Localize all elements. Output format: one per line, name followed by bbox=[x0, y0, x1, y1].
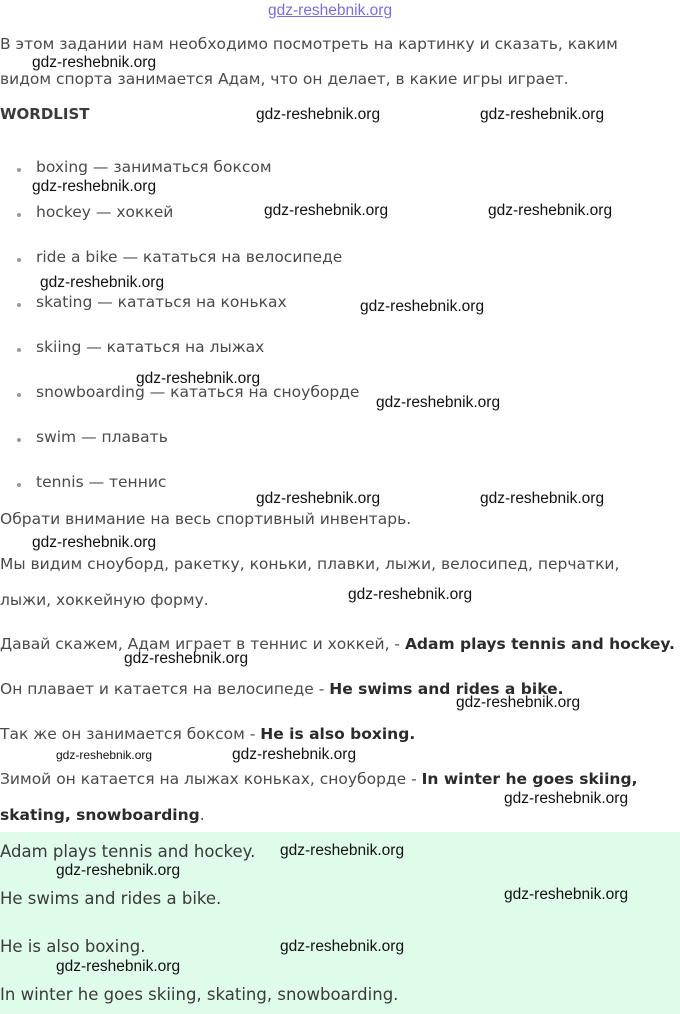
explanation-en: He swims and rides a bike bbox=[329, 680, 558, 698]
watermark: gdz-reshebnik.org bbox=[348, 586, 473, 603]
explanation-line bbox=[0, 724, 415, 744]
wordlist-item: skiing — кататься на лыжах bbox=[36, 338, 265, 356]
wordlist-item: swim — плавать bbox=[36, 428, 168, 446]
equipment-note: Обрати внимание на весь спортивный инвентарь. bbox=[0, 510, 412, 528]
wordlist-item: hockey — хоккей bbox=[36, 203, 174, 221]
watermark: gdz-reshebnik.org bbox=[264, 202, 389, 219]
watermark: gdz-reshebnik.org bbox=[504, 886, 629, 903]
answer-line: In winter he goes skiing, skating, snowboarding. bbox=[0, 985, 399, 1004]
watermark: gdz-reshebnik.org bbox=[480, 106, 605, 123]
equipment-line-1: Мы видим сноуборд, ракетку, коньки, плавки, лыжи, велосипед, перчатки, bbox=[0, 555, 620, 573]
watermark: gdz-reshebnik.org bbox=[124, 650, 249, 667]
intro-line-1: В этом задании нам необходимо посмотреть на картинку и сказать, каким bbox=[0, 35, 618, 53]
wordlist-item: ride a bike — кататься на велосипеде bbox=[36, 248, 343, 266]
explanation-ru: Он плавает и катается на велосипеде - bbox=[0, 680, 330, 698]
wordlist-title: WORDLIST bbox=[0, 105, 90, 123]
explanation-ru: Давай скажем, Адам играет в теннис и хоккей, - bbox=[0, 635, 405, 653]
answer-line: He is also boxing. bbox=[0, 937, 146, 956]
watermark: gdz-reshebnik.org bbox=[280, 938, 405, 955]
explanation-ru: Так же он занимается боксом - bbox=[0, 725, 261, 743]
explanation-tail: . bbox=[409, 725, 416, 743]
explanation-line bbox=[0, 634, 675, 654]
intro-line-2: видом спорта занимается Адам, что он делает, в какие игры играет. bbox=[0, 70, 569, 88]
explanation-en: He is also boxing bbox=[260, 725, 410, 743]
answer-line: Adam plays tennis and hockey. bbox=[0, 842, 256, 861]
watermark: gdz-reshebnik.org bbox=[40, 274, 165, 291]
watermark: gdz-reshebnik.org bbox=[56, 862, 181, 879]
explanation-tail: . bbox=[199, 806, 205, 824]
bullet-icon bbox=[17, 438, 21, 442]
wordlist-item: boxing — заниматься боксом bbox=[36, 158, 272, 176]
bullet-icon bbox=[17, 213, 21, 217]
wordlist-item: snowboarding — кататься на сноуборде bbox=[36, 383, 360, 401]
watermark: gdz-reshebnik.org bbox=[504, 790, 629, 807]
watermark: gdz-reshebnik.org bbox=[136, 370, 261, 387]
watermark: gdz-reshebnik.org bbox=[280, 842, 405, 859]
watermark: gdz-reshebnik.org bbox=[488, 202, 613, 219]
watermark: gdz-reshebnik.org bbox=[456, 694, 581, 711]
wordlist-item: skating — кататься на коньках bbox=[36, 293, 287, 311]
bullet-icon bbox=[17, 393, 21, 397]
explanation-tail: . bbox=[669, 635, 675, 653]
explanation-ru: Зимой он катается на лыжах коньках, сноуборде - bbox=[0, 770, 422, 788]
watermark: gdz-reshebnik.org bbox=[32, 534, 157, 551]
explanation-line bbox=[0, 769, 637, 789]
watermark: gdz-reshebnik.org bbox=[360, 298, 485, 315]
wordlist-item: tennis — теннис bbox=[36, 473, 167, 491]
watermark: gdz-reshebnik.org bbox=[256, 490, 381, 507]
explanation-en: In winter he goes skiing, bbox=[421, 770, 638, 788]
watermark: gdz-reshebnik.org bbox=[256, 106, 381, 123]
watermark: gdz-reshebnik.org bbox=[32, 54, 157, 71]
explanation-en: skating, snowboarding bbox=[0, 806, 200, 824]
explanation-en: Adam plays tennis and hockey bbox=[404, 635, 670, 653]
bullet-icon bbox=[17, 303, 21, 307]
watermark: gdz-reshebnik.org bbox=[32, 178, 157, 195]
watermark: gdz-reshebnik.org bbox=[480, 490, 605, 507]
watermark-link[interactable]: gdz-reshebnik.org bbox=[268, 2, 393, 19]
bullet-icon bbox=[17, 348, 21, 352]
explanation-line-cont bbox=[0, 805, 205, 825]
equipment-line-2: лыжи, хоккейную форму. bbox=[0, 591, 209, 609]
bullet-icon bbox=[17, 168, 21, 172]
bullet-icon bbox=[17, 483, 21, 487]
watermark: gdz-reshebnik.org bbox=[56, 748, 153, 762]
watermark: gdz-reshebnik.org bbox=[376, 394, 501, 411]
answer-line: He swims and rides a bike. bbox=[0, 889, 222, 908]
watermark: gdz-reshebnik.org bbox=[56, 958, 181, 975]
explanation-tail: . bbox=[557, 680, 564, 698]
bullet-icon bbox=[17, 258, 21, 262]
watermark: gdz-reshebnik.org bbox=[232, 746, 357, 763]
